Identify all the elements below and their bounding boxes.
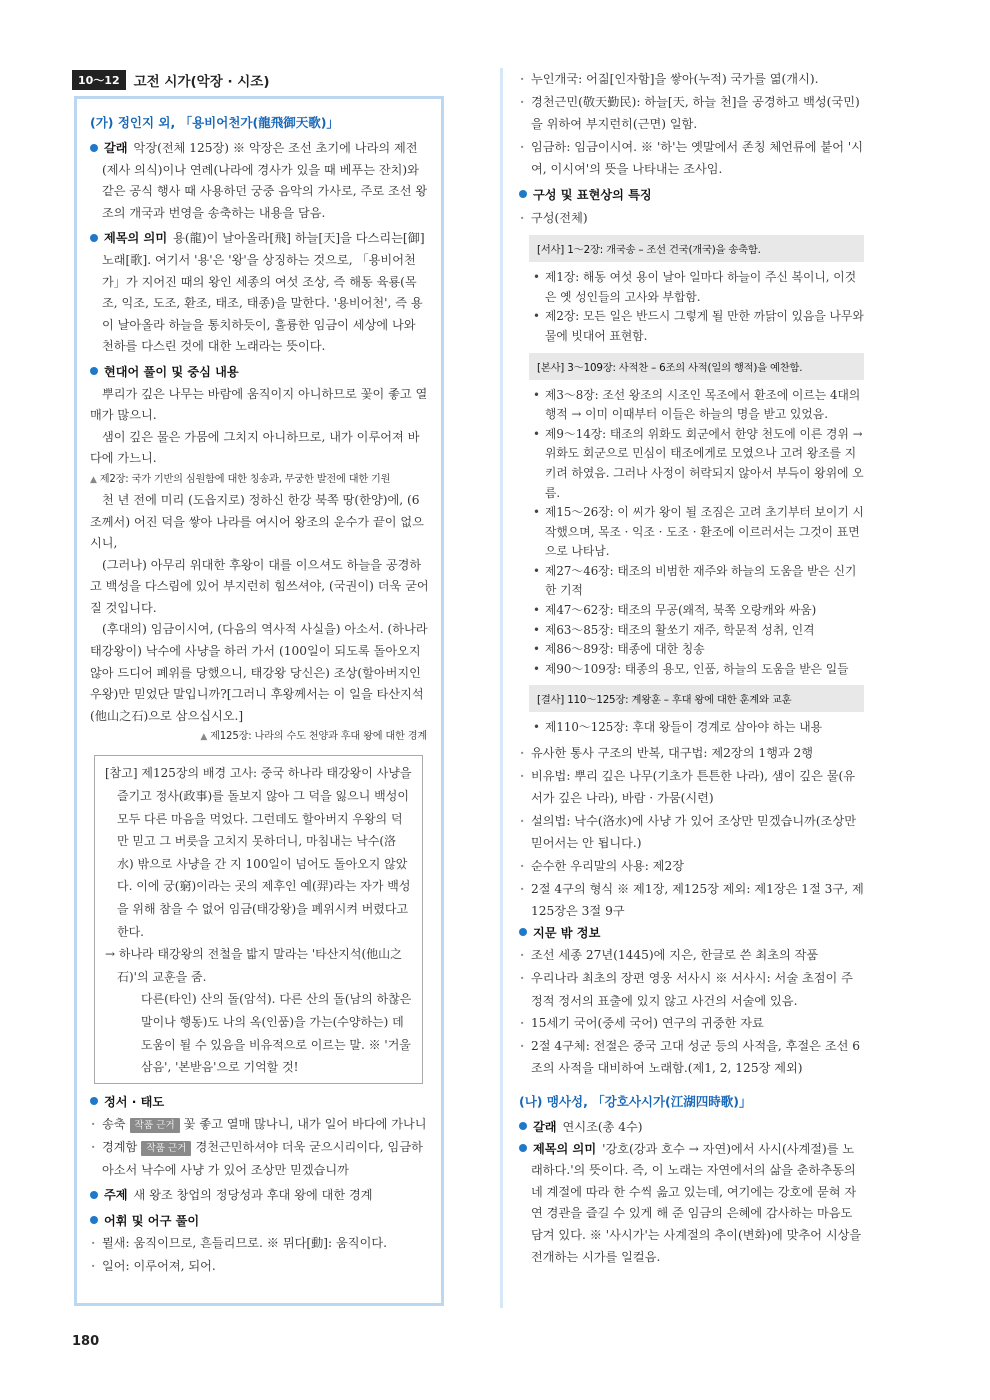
theme-label: 주제 bbox=[104, 1188, 128, 1203]
modern-p4: (그러나) 아무리 위대한 후왕이 대를 이으셔도 하늘을 공경하고 백성을 다스림에 있어 부지런히 힘쓰셔야, (국권이) 더욱 굳어질 것입니다. bbox=[90, 557, 429, 615]
bullet-dot-icon bbox=[519, 190, 527, 198]
vocab-item-1: · 뮐새: 움직이므로, 흔들리므로. ※ 뮈다[動]: 움직이다. bbox=[90, 1232, 429, 1255]
genre-entry bbox=[90, 138, 429, 224]
feature-list bbox=[519, 742, 864, 923]
unit-title: 고전 시가(악장 · 시조) bbox=[133, 74, 270, 90]
structure-sub: · 구성(전체) bbox=[519, 207, 864, 230]
genre-label: 갈래 bbox=[104, 141, 128, 155]
modern-translation-label: 현대어 풀이 및 중심 내용 bbox=[104, 364, 239, 379]
list-item: • 제9～14장: 태조의 위화도 회군에서 한양 천도에 이른 경위 → 위화도 회군으로 민심이 태조에게로 모였으나 고려 왕조를 지키려 하였음. 그러나 사정이 허락되지 않아서 부득이 왕위에 오름. bbox=[519, 425, 864, 503]
mood-heading bbox=[90, 1092, 429, 1114]
page-header bbox=[72, 70, 270, 90]
title-meaning2-label: 제목의 의미 bbox=[533, 1141, 597, 1156]
vocab-item-4: · 경천근민(敬天勤民): 하늘[天, 하늘 천]을 공경하고 백성(국민)을 위하여 부지런히(근면) 일함. bbox=[519, 91, 864, 136]
genre2-text: 연시조(총 4수) bbox=[562, 1119, 643, 1134]
mood-label: 정서 · 태도 bbox=[104, 1094, 165, 1109]
vocab-label: 어휘 및 어구 풀이 bbox=[104, 1213, 200, 1228]
list-item: • 제47～62장: 태조의 무공(왜적, 북쪽 오랑캐와 싸움) bbox=[519, 601, 864, 621]
title-meaning-text: 용(龍)이 날아올라[飛] 하늘[天]을 다스리는[御] 노래[歌]. 여기서 '용'은 '왕'을 상징하는 것으로, 「용비어천가」가 지어진 때의 왕인 세종의 여섯 조상, 즉 해동 육룡(목조, 익조, 도조, 환조, 태조, 태종)을 말한다. '용비어천', 즉 용이 날아올라 하늘을 통치하듯이, 훌륭한 임금이 세상에 나와 천하를 다스린 것에 대한 노래라는 뜻이다. bbox=[102, 231, 425, 354]
list-item: • 제110～125장: 후대 왕들이 경계로 삼아야 하는 내용 bbox=[519, 718, 864, 738]
vocab-item-2: · 일어: 이루어져, 되어. bbox=[90, 1255, 429, 1278]
theme-text: 새 왕조 창업의 정당성과 후대 왕에 대한 경계 bbox=[133, 1188, 373, 1203]
genre2-entry bbox=[519, 1117, 864, 1139]
bullet-dot-icon bbox=[90, 1097, 98, 1105]
feature-item: · 순수한 우리말의 사용: 제2장 bbox=[519, 855, 864, 878]
bullet-dot-icon bbox=[90, 1216, 98, 1224]
evidence-tag: 작품 근거 bbox=[130, 1118, 180, 1133]
title-meaning2-entry bbox=[519, 1139, 864, 1269]
reference-p1: [참고] 제125장의 배경 고사: 중국 하나라 태강왕이 사냥을 즐기고 정사(政事)를 돌보지 않아 그 덕을 잃으니 백성이 모두 다른 마음을 먹었다. 그런데도 할아버지 우왕의 덕만 믿고 그 버릇을 고치지 못하더니, 마침내는 낙수(洛水) 밖으로 사냥을 간 지 100일이 넘어도 돌아오지 않았다. 이에 궁(窮)이라는 곳의 제후인 예(羿)라는 자가 백성을 위해 참을 수 없어 임금(태강왕)을 폐위시켜 버렸다고 한다. bbox=[105, 766, 412, 939]
chapter125-caption: ▲ 제125장: 나라의 수도 천양과 후대 왕에 대한 경계 bbox=[200, 731, 427, 743]
modern-p3: 천 년 전에 미리 (도읍지로) 정하신 한강 북쪽 땅(한양)에, (6조께서) 어진 덕을 쌓아 나라를 여시어 왕조의 운수가 끝이 없으시니, bbox=[90, 492, 424, 551]
list-item: • 제90～109장: 태종의 용모, 인품, 하늘의 도움을 받은 일들 bbox=[519, 660, 864, 680]
main-list bbox=[519, 386, 864, 680]
unit-badge: 10～12 bbox=[72, 70, 126, 90]
list-item: • 제15～26장: 이 씨가 왕이 될 조짐은 고려 초기부터 보이기 시작했으며, 목조 · 익조 · 도조 · 환조에 이르러서는 그것이 표면으로 나타남. bbox=[519, 503, 864, 562]
outside-item: · 15세기 국어(중세 국어) 연구의 귀중한 자료 bbox=[519, 1012, 864, 1035]
left-content-box bbox=[74, 96, 444, 1306]
title-meaning2-text: '강호(강과 호수 → 자연)에서 사시(사계절)를 노래하다.'의 뜻이다. 즉, 이 노래는 자연에서의 삶을 춘하추동의 네 계절에 따라 한 수씩 읊고 있는데, 여기에는 강호에 묻혀 자연 경관을 즐길 수 있게 해 준 임금의 은혜에 감사하는 마음도 담겨 있다. ※ '사시가'는 사계절의 추이(변화)에 맞추어 시상을 전개하는 시가를 일컬음. bbox=[531, 1141, 862, 1264]
modern-translation-heading bbox=[90, 362, 429, 384]
bullet-dot-icon bbox=[90, 367, 98, 375]
vocab-item-3: · 누인개국: 어짊[인자함]을 쌓아(누적) 국가를 엶(개시). bbox=[519, 68, 864, 91]
section-title-ga: (가) 정인지 외, 「용비어천가(龍飛御天歌)」 bbox=[90, 115, 339, 130]
epilogue-list bbox=[519, 718, 864, 738]
list-item: • 제1장: 해동 여섯 용이 날아 일마다 하늘이 주신 복이니, 이것은 옛 성인들의 고사와 부합함. bbox=[519, 268, 864, 307]
bullet-dot-icon bbox=[90, 1191, 98, 1199]
band-epilogue: [결사] 110～125장: 계왕훈 – 후대 왕에 대한 훈계와 교훈 bbox=[529, 685, 864, 712]
outside-info-list bbox=[519, 944, 864, 1080]
outside-info-heading bbox=[519, 923, 864, 945]
chapter2-caption: ▲ 제2장: 국가 기반의 심원함에 대한 칭송과, 무궁한 발전에 대한 기원 bbox=[90, 473, 391, 485]
page-number: 180 bbox=[72, 1334, 100, 1349]
modern-p5: (후대의) 임금이시여, (다음의 역사적 사실을) 아소서. (하나라 태강왕이) 낙수에 사냥을 하러 가서 (100일이 되도록 돌아오지 않아 드디어 폐위를 당했으니, 태강왕 당신은) 조상(할아버지인 우왕)만 믿었단 말입니까?[그러니 후왕께서는 이 일을 타산지석(他山之石)으로 삼으십시오.] bbox=[90, 622, 428, 723]
band-prologue: [서사] 1～2장: 개국송 – 조선 건국(개국)을 송축함. bbox=[529, 235, 864, 262]
list-item: • 제63～85장: 태조의 활쏘기 재주, 학문적 성취, 인격 bbox=[519, 621, 864, 641]
section-title-na: (나) 맹사성, 「강호사시가(江湖四時歌)」 bbox=[519, 1093, 752, 1109]
title-meaning-entry bbox=[90, 228, 429, 358]
genre2-label: 갈래 bbox=[533, 1119, 557, 1134]
mood-item-1: · 송축 작품 근거 꽃 좋고 열매 많나니, 내가 일어 바다에 가나니 bbox=[90, 1113, 429, 1136]
theme-entry bbox=[90, 1185, 429, 1207]
band-main: [본사] 3～109장: 사적찬 – 6조의 사적(일의 행적)을 예찬함. bbox=[529, 353, 864, 380]
bullet-dot-icon bbox=[519, 1144, 527, 1152]
outside-item: · 2절 4구체: 전절은 중국 고대 성군 등의 사적을, 후절은 조선 6조의 사적을 대비하여 노래함.(제1, 2, 125장 제외) bbox=[519, 1035, 864, 1080]
reference-p3: 다른(타인) 산의 돌(암석). 다른 산의 돌(남의 하찮은 말이나 행동)도 나의 옥(인품)을 가는(수양하는) 데 도움이 될 수 있음을 비유적으로 이르는 말. ※ '거울삼음', '본받음'으로 기억할 것! bbox=[141, 992, 412, 1075]
bullet-dot-icon bbox=[90, 144, 98, 152]
list-item: • 제2장: 모든 일은 반드시 그렇게 될 만한 까닭이 있음을 나무와 물에 빗대어 표현함. bbox=[519, 307, 864, 346]
title-meaning-label: 제목의 의미 bbox=[104, 231, 168, 246]
outside-item: · 조선 세종 27년(1445)에 지은, 한글로 쓴 최초의 작품 bbox=[519, 944, 864, 967]
outside-info-label: 지문 밖 정보 bbox=[533, 925, 601, 940]
modern-p1: 뿌리가 깊은 나무는 바람에 움직이지 아니하므로 꽃이 좋고 열매가 많으니. bbox=[90, 386, 428, 423]
modern-p2: 샘이 깊은 물은 가뭄에 그치지 아니하므로, 내가 이루어져 바다에 가느니. bbox=[90, 429, 420, 466]
evidence-tag: 작품 근거 bbox=[141, 1141, 191, 1156]
right-column bbox=[500, 68, 864, 1308]
prologue-list bbox=[519, 268, 864, 346]
feature-item: · 유사한 통사 구조의 반복, 대구법: 제2장의 1행과 2행 bbox=[519, 742, 864, 765]
reference-box bbox=[94, 755, 423, 1083]
list-item: • 제86～89장: 태종에 대한 칭송 bbox=[519, 640, 864, 660]
structure-label: 구성 및 표현상의 특징 bbox=[533, 187, 652, 202]
vocab-heading bbox=[90, 1211, 429, 1233]
feature-item: · 2절 4구의 형식 ※ 제1장, 제125장 제외: 제1장은 1절 3구, 제125장은 3절 9구 bbox=[519, 878, 864, 923]
structure-heading bbox=[519, 185, 864, 207]
feature-item: · 설의법: 낙수(洛水)에 사냥 가 있어 조상만 믿겠습니까(조상만 믿어서는 안 됩니다.) bbox=[519, 810, 864, 855]
outside-item: · 우리나라 최초의 장편 영웅 서사시 ※ 서사시: 서술 초점이 주정적 정서의 표출에 있지 않고 사건의 서술에 있음. bbox=[519, 967, 864, 1012]
mood-item-2: · 경계함 작품 근거 경천근민하셔야 더욱 굳으시리이다, 임금하 아소서 낙수에 사냥 가 있어 조상만 믿겠습니까 bbox=[90, 1136, 429, 1181]
bullet-dot-icon bbox=[90, 234, 98, 242]
reference-p2: → 하나라 태강왕의 전철을 밟지 말라는 '타산지석(他山之石)'의 교훈을 줌. bbox=[105, 947, 403, 984]
vocab-item-5: · 임금하: 임금이시여. ※ '하'는 옛말에서 존칭 체언류에 붙어 '시여, 이시여'의 뜻을 나타내는 조사임. bbox=[519, 136, 864, 181]
list-item: • 제3～8장: 조선 왕조의 시조인 목조에서 환조에 이르는 4대의 행적 → 이미 이때부터 이들은 하늘의 명을 받고 있었음. bbox=[519, 386, 864, 425]
triangle-icon: ▲ bbox=[90, 474, 97, 485]
genre-text: 악장(전체 125장) ※ 악장은 조선 초기에 나라의 제전(제사 의식)이나 연례(나라에 경사가 있을 때 베푸는 잔치)와 같은 공식 행사 때 사용하던 궁중 음악의 가사로, 주로 조선 왕조의 개국과 번영을 송축하는 내용을 담음. bbox=[102, 141, 428, 220]
feature-item: · 비유법: 뿌리 깊은 나무(기초가 튼튼한 나라), 샘이 깊은 물(유서가 깊은 나라), 바람 · 가뭄(시련) bbox=[519, 765, 864, 810]
triangle-icon: ▲ bbox=[200, 732, 208, 743]
bullet-dot-icon bbox=[519, 928, 527, 936]
list-item: • 제27～46장: 태조의 비범한 재주와 하늘의 도움을 받은 신기한 기적 bbox=[519, 562, 864, 601]
bullet-dot-icon bbox=[519, 1122, 527, 1130]
